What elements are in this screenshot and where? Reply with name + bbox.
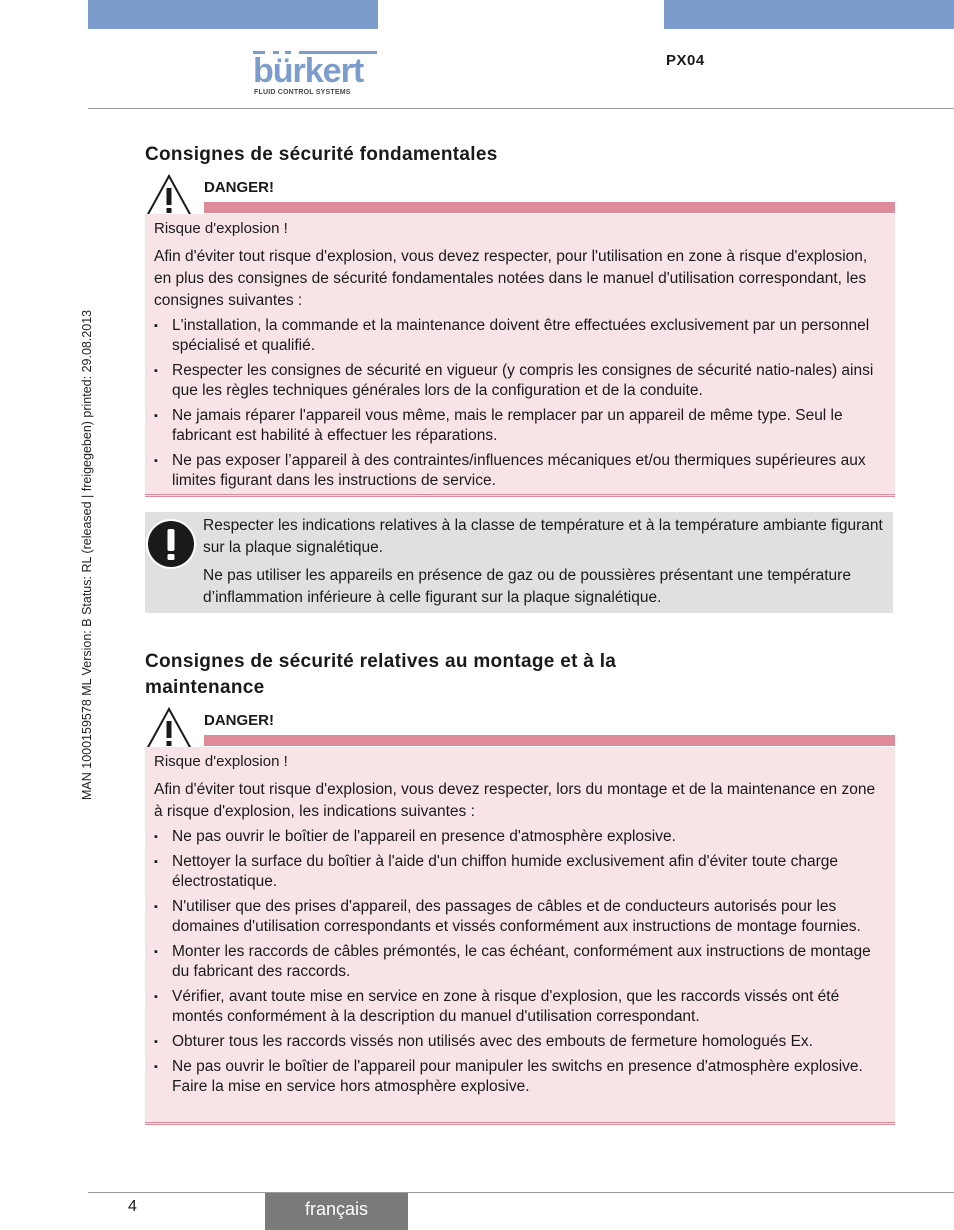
header-bar-right [664,0,954,29]
logo-wordmark: bürkert [253,52,364,90]
section1-danger-box [145,214,895,497]
risk-label: Risque d'explosion ! [154,753,288,770]
footer-divider [88,1192,954,1193]
exclamation-circle-icon [145,518,197,570]
page-number: 4 [128,1198,137,1215]
list-item: ▪ Ne pas ouvrir le boîtier de l'appareil pour manipuler les switchs en presence d'atmosphère explosive. Faire la mise en service hors atmosphère explosive. [154,1057,885,1097]
section2-title-line1: Consignes de sécurité relatives au montage et à la [145,651,617,672]
list-item: ▪ Ne pas exposer l’appareil à des contraintes/influences mécaniques et/ou thermiques supérieures aux limites figurant dans les instructions de service. [154,451,885,491]
header-bar-left [88,0,378,29]
section2-danger-box [145,747,895,1125]
danger-label: DANGER! [204,712,274,729]
danger-list [154,316,885,491]
section1-title: Consignes de sécurité fondamentales [145,144,498,165]
note-box [145,512,893,613]
risk-label: Risque d'explosion ! [154,220,288,237]
product-code: PX04 [666,52,705,69]
danger-intro: Afin d'éviter tout risque d'explosion, vous devez respecter, lors du montage et de la maintenance en zone à risque d'explosion, les indications suivantes : [154,781,876,820]
list-item: ▪ Monter les raccords de câbles prémontés, le cas échéant, conformément aux instructions de montage du fabricant des raccords. [154,942,885,982]
note-line2: Ne pas utiliser les appareils en présence de gaz ou de poussières présentant une température d’inflammation inférieure à celle figurant sur la plaque signalétique. [203,567,851,606]
list-item: ▪ Respecter les consignes de sécurité en vigueur (y compris les consignes de sécurité natio-nales) ainsi que les règles techniques générales lors de la configuration et de la conduite. [154,361,885,401]
note-line1: Respecter les indications relatives à la classe de température et à la température ambiante figurant sur la plaque signalétique. [203,517,883,556]
logo-tagline: FLUID CONTROL SYSTEMS [254,89,351,96]
document-version-info: MAN 1000159578 ML Version: B Status: RL (released | freigegeben) printed: 29.08.2013 [80,309,94,800]
warning-triangle-icon [145,707,193,751]
list-item: ▪ Vérifier, avant toute mise en service en zone à risque d'explosion, que les raccords vissés ont été montés conformément à la description du manuel d'utilisation correspondant. [154,987,885,1027]
danger-list [154,827,885,1097]
section2-title [145,649,616,701]
list-item: ▪ Ne jamais réparer l'appareil vous même, mais le remplacer par un appareil de même type. Seul le fabricant est habilité à effectuer les réparations. [154,406,885,446]
note-text [203,515,883,615]
list-item: ▪ Nettoyer la surface du boîtier à l'aide d'un chiffon humide exclusivement afin d'éviter toute charge électrostatique. [154,852,885,892]
section2-title-line2: maintenance [145,677,265,698]
warning-triangle-icon [145,174,193,218]
danger-label: DANGER! [204,179,274,196]
list-item: ▪ L'installation, la commande et la maintenance doivent être effectuées exclusivement par un personnel spécialisé et qualifié. [154,316,885,356]
burkert-logo [253,51,379,99]
list-item: ▪ Ne pas ouvrir le boîtier de l'appareil en presence d'atmosphère explosive. [154,827,885,847]
list-item: ▪ N'utiliser que des prises d'appareil, des passages de câbles et de conducteurs autorisés pour les domaines d'utilisation correspondants et vissés conformément aux instructions de montage fournies. [154,897,885,937]
danger-bar [204,735,895,746]
list-item: ▪ Obturer tous les raccords vissés non utilisés avec des embouts de fermeture homologués Ex. [154,1032,885,1052]
danger-bar [204,202,895,213]
danger-intro: Afin d'éviter tout risque d'explosion, vous devez respecter, pour l'utilisation en zone à risque d'explosion, en plus des consignes de sécurité fondamentales notées dans le manuel d'utilisation correspondant, les consignes suivantes : [154,248,868,309]
language-tab: français [265,1193,408,1230]
header-divider [88,108,954,109]
